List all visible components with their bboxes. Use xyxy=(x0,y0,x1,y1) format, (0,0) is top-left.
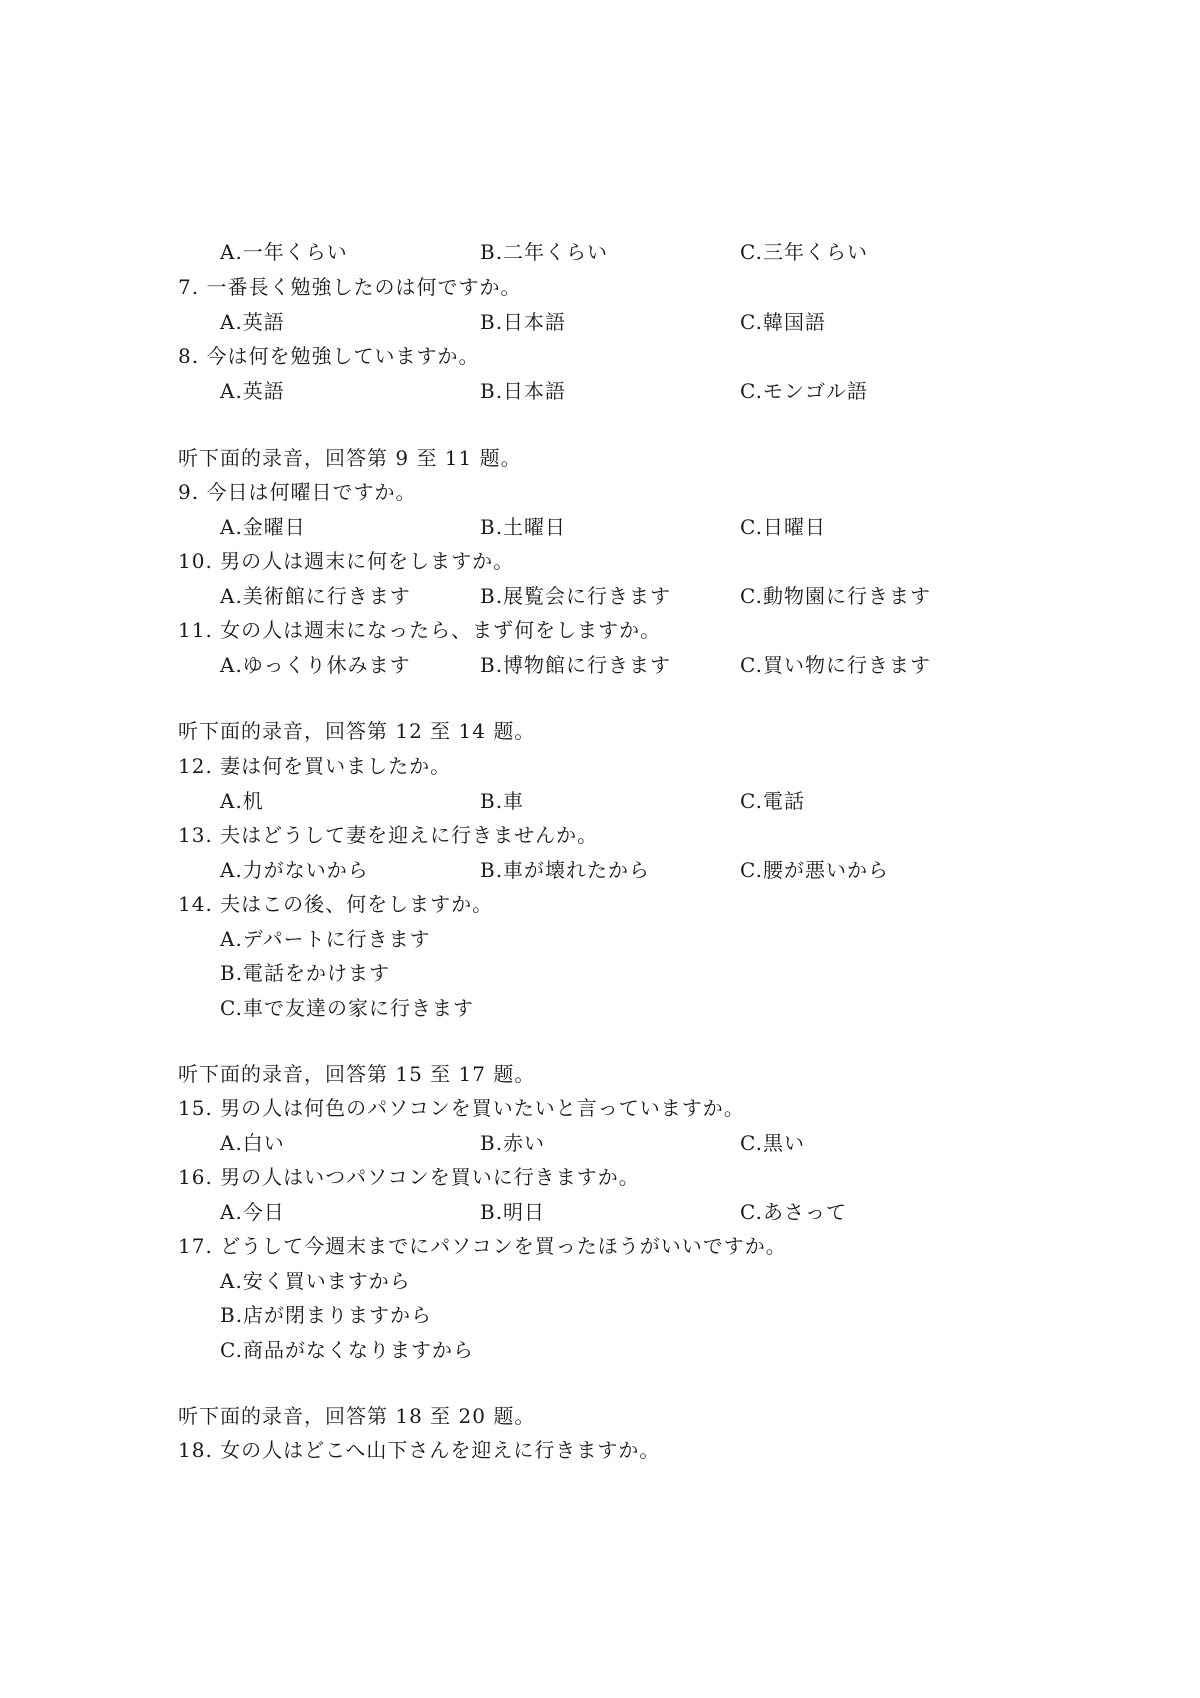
q8-option-a: A.英語 xyxy=(220,379,285,403)
question-7: 7. 一番長く勉強したのは何ですか。 xyxy=(178,275,522,299)
section-heading-12-14: 听下面的录音，回答第 12 至 14 题。 xyxy=(178,719,536,743)
q6-option-b: B.二年くらい xyxy=(480,240,609,264)
q7-option-a: A.英語 xyxy=(220,310,285,334)
q14-option-b: B.電話をかけます xyxy=(220,961,391,985)
q12-option-b: B.車 xyxy=(480,789,525,813)
question-16: 16. 男の人はいつパソコンを買いに行きますか。 xyxy=(178,1165,640,1189)
q16-option-a: A.今日 xyxy=(220,1200,285,1224)
q8-option-b: B.日本語 xyxy=(480,379,567,403)
q8-option-c: C.モンゴル語 xyxy=(740,379,868,403)
q16-option-c: C.あさって xyxy=(740,1200,847,1224)
q9-option-a: A.金曜日 xyxy=(220,515,306,539)
question-12: 12. 妻は何を買いましたか。 xyxy=(178,754,452,778)
q14-option-a: A.デパートに行きます xyxy=(220,927,431,951)
q6-option-a: A.一年くらい xyxy=(220,240,348,264)
q7-option-c: C.韓国語 xyxy=(740,310,826,334)
q17-option-b: B.店が閉まりますから xyxy=(220,1303,433,1327)
question-11: 11. 女の人は週末になったら、まず何をしますか。 xyxy=(178,618,662,642)
q15-option-b: B.赤い xyxy=(480,1131,546,1155)
q12-option-c: C.電話 xyxy=(740,789,805,813)
question-17: 17. どうして今週末までにパソコンを買ったほうがいいですか。 xyxy=(178,1234,787,1258)
q16-option-b: B.明日 xyxy=(480,1200,546,1224)
section-heading-9-11: 听下面的录音，回答第 9 至 11 题。 xyxy=(178,446,522,470)
q12-option-a: A.机 xyxy=(220,789,264,813)
q9-option-c: C.日曜日 xyxy=(740,515,826,539)
question-13: 13. 夫はどうして妻を迎えに行きませんか。 xyxy=(178,823,599,847)
q13-option-b: B.車が壊れたから xyxy=(480,858,651,882)
question-15: 15. 男の人は何色のパソコンを買いたいと言っていますか。 xyxy=(178,1096,745,1120)
q17-option-c: C.商品がなくなりますから xyxy=(220,1338,474,1362)
q10-option-b: B.展覧会に行きます xyxy=(480,584,672,608)
q11-option-b: B.博物館に行きます xyxy=(480,653,672,677)
q10-option-a: A.美術館に行きます xyxy=(220,584,411,608)
section-heading-15-17: 听下面的录音，回答第 15 至 17 题。 xyxy=(178,1062,536,1086)
q14-option-c: C.車で友達の家に行きます xyxy=(220,996,474,1020)
q11-option-c: C.買い物に行きます xyxy=(740,653,931,677)
question-18: 18. 女の人はどこへ山下さんを迎えに行きますか。 xyxy=(178,1438,661,1462)
q15-option-a: A.白い xyxy=(220,1131,285,1155)
q11-option-a: A.ゆっくり休みます xyxy=(220,653,411,677)
question-9: 9. 今日は何曜日ですか。 xyxy=(178,480,417,504)
q10-option-c: C.動物園に行きます xyxy=(740,584,931,608)
q7-option-b: B.日本語 xyxy=(480,310,567,334)
q17-option-a: A.安く買いますから xyxy=(220,1269,411,1293)
question-14: 14. 夫はこの後、何をしますか。 xyxy=(178,892,494,916)
question-10: 10. 男の人は週末に何をしますか。 xyxy=(178,549,515,573)
q15-option-c: C.黒い xyxy=(740,1131,805,1155)
q6-option-c: C.三年くらい xyxy=(740,240,868,264)
q13-option-c: C.腰が悪いから xyxy=(740,858,889,882)
question-8: 8. 今は何を勉強していますか。 xyxy=(178,344,480,368)
q9-option-b: B.土曜日 xyxy=(480,515,567,539)
q13-option-a: A.力がないから xyxy=(220,858,369,882)
section-heading-18-20: 听下面的录音，回答第 18 至 20 题。 xyxy=(178,1404,536,1428)
